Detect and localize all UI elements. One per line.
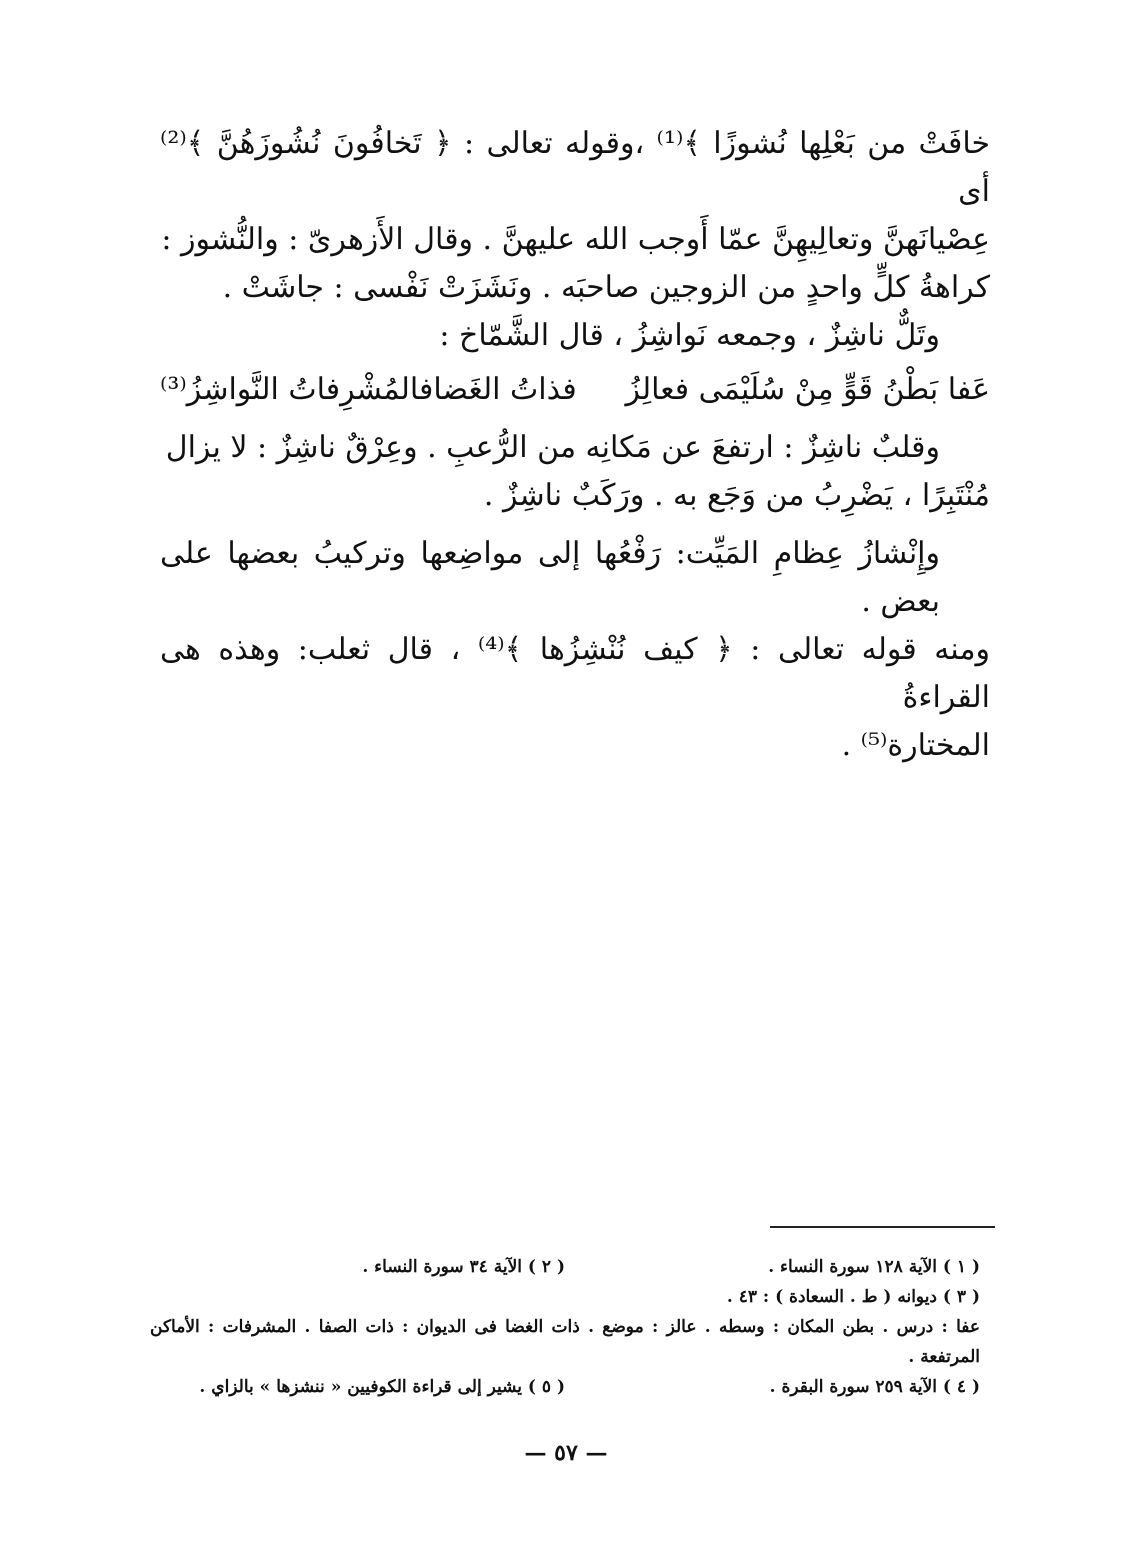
footnote-row <box>150 1372 980 1402</box>
page-number: — ٥٧ — <box>524 1440 608 1466</box>
poetry-verse <box>160 366 990 414</box>
verse-first-hemistich: عَفا بَطْنُ قَوٍّ مِنْ سُلَيْمَى فعالِزُ <box>625 372 990 407</box>
text-line: ومنه قوله تعالى : ﴿ كيف نُنْشِزُها ﴾⁽⁴⁾ ، قال ثعلب: وهذه هى القراءةُ <box>160 632 990 715</box>
footnote-row <box>150 1252 980 1282</box>
text-line: خافَتْ من بَعْلِها نُشوزًا ﴾⁽¹⁾ ،وقوله تعالى : ﴿ تَخافُونَ نُشُوزَهُنَّ ﴾⁽²⁾ أى <box>160 126 991 209</box>
footnote-4: ( ٤ ) الآية ٢٥٩ سورة البقرة . <box>769 1377 980 1397</box>
text-line: مُنْتَبِرًا ، يَضْرِبُ من وَجَع به . ورَكَبٌ ناشِزٌ . <box>483 478 990 513</box>
text-line: وإِنْشازُ عِظامِ المَيِّت: رَفْعُها إلى مواضِعها وتركيبُ بعضها على بعض . <box>160 536 940 619</box>
footnote-3: ( ٣ ) ديوانه ( ط . السعادة ) : ٤٣ . <box>726 1287 980 1307</box>
footnote-row <box>150 1282 980 1312</box>
footnote-1: ( ١ ) الآية ١٢٨ سورة النساء . <box>768 1257 980 1277</box>
text-line: كراهةُ كلٍّ واحدٍ من الزوجين صاحبَه . ونَشَزَتْ نَفْسى : جاشَتْ . <box>222 270 990 305</box>
footnote-3-gloss: عفا : درس . بطن المكان : وسطه . عالز : موضع . ذات الغضا فى الديوان : ذات الصفا . المشرفات : الأماكن المرتفعة . <box>150 1317 980 1367</box>
footnote-2: ( ٢ ) الآية ٣٤ سورة النساء . <box>362 1257 565 1277</box>
text-line: عِصْيانَهنَّ وتعالِيهِنَّ عمّا أَوجب الله عليهنَّ . وقال الأَزهرىّ : والنُّشوز : <box>161 222 990 257</box>
text-line: وقلبٌ ناشِزٌ : ارتفعَ عن مَكانِه من الرُّعبِ . وعِرْقٌ ناشِزٌ : لا يزال <box>165 430 940 465</box>
footnote-5: ( ٥ ) يشير إلى قراءة الكوفيين « ننشزها » بالزاي . <box>199 1377 565 1397</box>
text-line: المختارة⁽⁵⁾ . <box>841 728 990 763</box>
footnote-divider <box>770 1226 995 1228</box>
main-text <box>160 120 990 770</box>
text-line: وتَلٌّ ناشِزٌ ، وجمعه نَواشِزُ ، قال الشَّمّاخ : <box>439 318 940 353</box>
verse-second-hemistich: فذاتُ الغَضافالمُشْرِفاتُ النَّواشِزُ⁽³⁾ <box>160 372 577 407</box>
footnotes <box>150 1252 980 1402</box>
